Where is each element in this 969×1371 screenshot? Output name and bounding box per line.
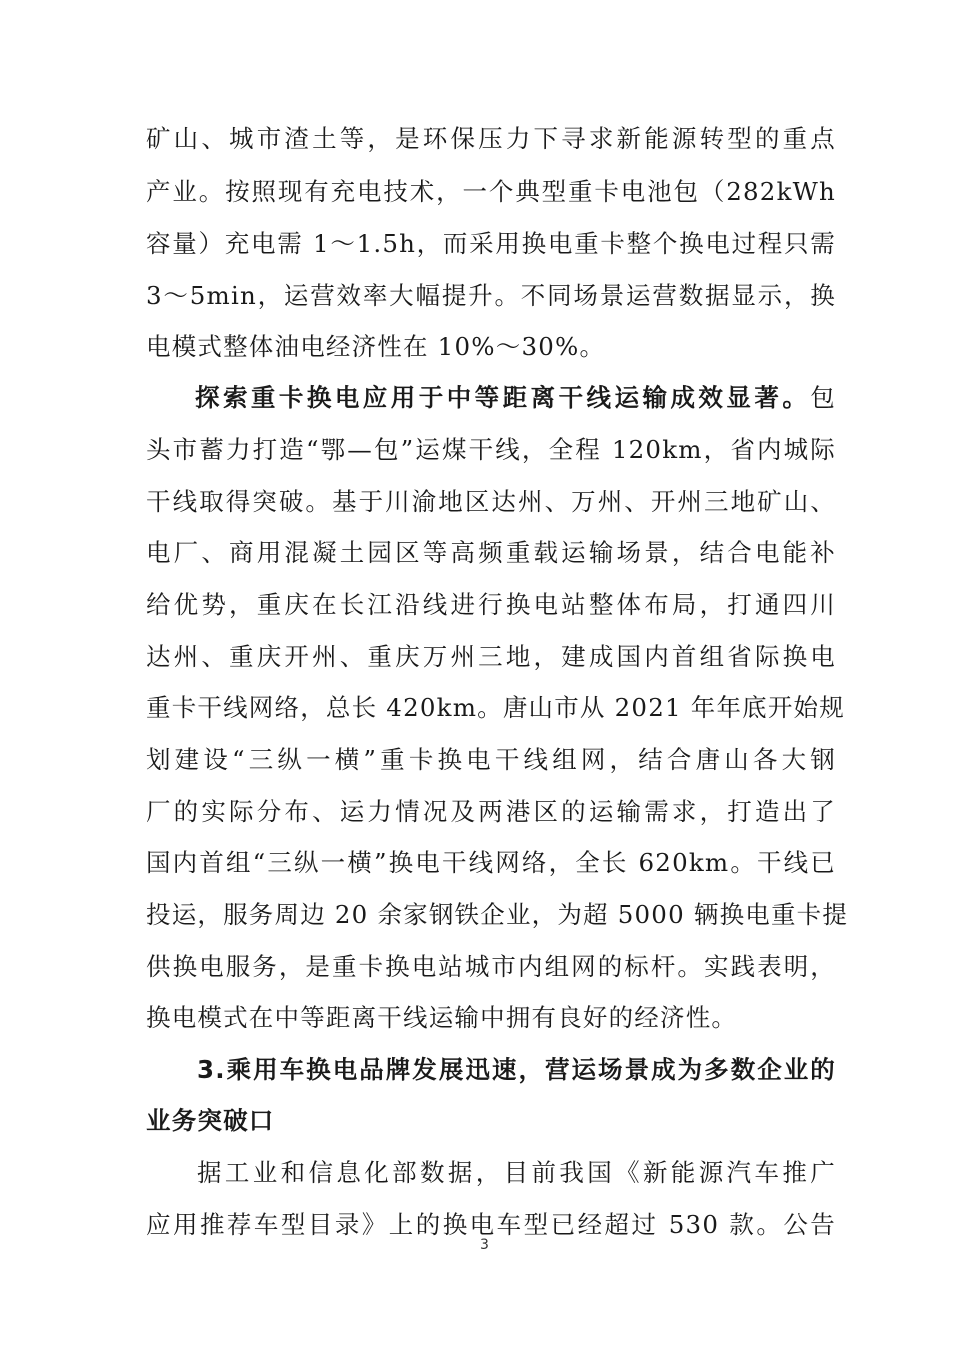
page-number: 3 xyxy=(480,1237,489,1253)
section-heading-continued: 业务突破口 xyxy=(146,1106,275,1135)
paragraph-line xyxy=(195,383,836,413)
paragraph-line: 换电模式在中等距离干线运输中拥有良好的经济性。 xyxy=(146,1003,738,1032)
paragraph-line: 电模式整体油电经济性在 10%～30%。 xyxy=(146,332,606,361)
paragraph-line: 3～5min，运营效率大幅提升。不同场景运营数据显示，换 xyxy=(146,281,836,310)
paragraph-line: 厂的实际分布、运力情况及两港区的运输需求，打造出了 xyxy=(146,797,836,826)
paragraph-line: 矿山、城市渣土等，是环保压力下寻求新能源转型的重点 xyxy=(146,124,836,153)
paragraph-line: 应用推荐车型目录》上的换电车型已经超过 530 款。公告 xyxy=(146,1210,836,1239)
paragraph-line: 给优势，重庆在长江沿线进行换电站整体布局，打通四川 xyxy=(146,590,836,619)
paragraph-line: 国内首组“三纵一横”换电干线网络，全长 620km。干线已 xyxy=(146,848,836,877)
paragraph-text: 包 xyxy=(810,383,836,412)
paragraph-line: 据工业和信息化部数据，目前我国《新能源汽车推广 xyxy=(197,1158,836,1187)
paragraph-line: 产业。按照现有充电技术，一个典型重卡电池包（282kWh xyxy=(146,177,836,206)
paragraph-line: 重卡干线网络，总长 420km。唐山市从 2021 年年底开始规 xyxy=(146,693,845,722)
paragraph-line: 容量）充电需 1～1.5h，而采用换电重卡整个换电过程只需 xyxy=(146,229,836,258)
bold-lead-sentence: 探索重卡换电应用于中等距离干线运输成效显著。 xyxy=(195,383,811,412)
section-heading: 3.乘用车换电品牌发展迅速，营运场景成为多数企业的 xyxy=(197,1055,836,1084)
paragraph-line: 划建设“三纵一横”重卡换电干线组网，结合唐山各大钢 xyxy=(146,745,836,774)
paragraph-line: 头市蓄力打造“鄂—包”运煤干线，全程 120km，省内城际 xyxy=(146,435,836,464)
paragraph-line: 供换电服务，是重卡换电站城市内组网的标杆。实践表明， xyxy=(146,952,836,981)
paragraph-line: 干线取得突破。基于川渝地区达州、万州、开州三地矿山、 xyxy=(146,487,836,516)
paragraph-line: 电厂、商用混凝土园区等高频重载运输场景，结合电能补 xyxy=(146,538,836,567)
paragraph-line: 达州、重庆开州、重庆万州三地，建成国内首组省际换电 xyxy=(146,642,836,671)
paragraph-line: 投运，服务周边 20 余家钢铁企业，为超 5000 辆换电重卡提 xyxy=(146,900,849,929)
